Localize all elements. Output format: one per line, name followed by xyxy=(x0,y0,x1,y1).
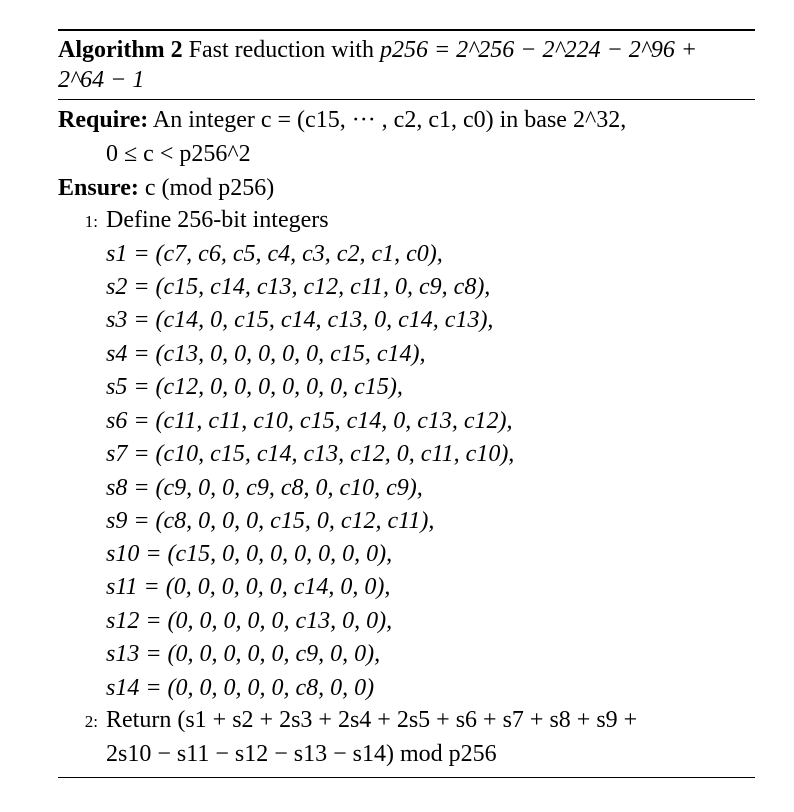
definition-s12: s12 = (0, 0, 0, 0, 0, c13, 0, 0), xyxy=(106,608,393,634)
require-line xyxy=(58,106,626,134)
definition-s1: s1 = (c7, c6, c5, c4, c3, c2, c1, c0), xyxy=(106,241,443,267)
step-1 xyxy=(58,206,329,236)
algorithm-title-formula-line1: p256 = 2^256 − 2^224 − 2^96 + xyxy=(379,37,698,63)
step-2-text-line2: 2s10 − s11 − s12 − s13 − s14) mod p256 xyxy=(106,741,497,767)
bottom-rule xyxy=(58,777,755,778)
ensure-line xyxy=(58,174,274,202)
definition-s14: s14 = (0, 0, 0, 0, 0, c8, 0, 0) xyxy=(106,675,375,701)
step-text: Define 256-bit integers xyxy=(106,207,329,233)
require-text-line2: 0 ≤ c < p256^2 xyxy=(106,141,251,167)
ensure-label: Ensure: xyxy=(58,175,139,201)
definition-s9: s9 = (c8, 0, 0, 0, c15, 0, c12, c11), xyxy=(106,508,435,534)
definition-s3: s3 = (c14, 0, c15, c14, c13, 0, c14, c13), xyxy=(106,307,494,333)
algorithm-title-formula-line2: 2^64 − 1 xyxy=(58,67,145,93)
definition-s13: s13 = (0, 0, 0, 0, 0, c9, 0, 0), xyxy=(106,641,381,667)
definition-s8: s8 = (c9, 0, 0, c9, c8, 0, c10, c9), xyxy=(106,475,423,501)
definition-s2: s2 = (c15, c14, c13, c12, c11, 0, c9, c8), xyxy=(106,274,491,300)
algorithm-label: Algorithm 2 xyxy=(58,37,183,63)
definition-s11: s11 = (0, 0, 0, 0, 0, c14, 0, 0), xyxy=(106,574,391,600)
top-rule xyxy=(58,29,755,31)
step-2 xyxy=(58,706,637,736)
require-label: Require: xyxy=(58,107,149,133)
ensure-text: c (mod p256) xyxy=(144,175,275,201)
definition-s5: s5 = (c12, 0, 0, 0, 0, 0, 0, c15), xyxy=(106,374,403,400)
caption-rule xyxy=(58,99,755,100)
step-number: 1: xyxy=(84,212,98,231)
definition-s4: s4 = (c13, 0, 0, 0, 0, 0, c15, c14), xyxy=(106,341,426,367)
algorithm-title-text: Fast reduction with xyxy=(188,37,374,63)
definition-s6: s6 = (c11, c11, c10, c15, c14, 0, c13, c12), xyxy=(106,408,513,434)
definition-s7: s7 = (c10, c15, c14, c13, c12, 0, c11, c10), xyxy=(106,441,515,467)
step-number: 2: xyxy=(84,712,98,731)
algorithm-caption xyxy=(58,36,697,64)
definition-s10: s10 = (c15, 0, 0, 0, 0, 0, 0, 0), xyxy=(106,541,393,567)
require-text-line1: An integer c = (c15, ··· , c2, c1, c0) in base 2^32, xyxy=(152,107,627,133)
step-text-line1: Return (s1 + s2 + 2s3 + 2s4 + 2s5 + s6 + s7 + s8 + s9 + xyxy=(106,707,638,733)
